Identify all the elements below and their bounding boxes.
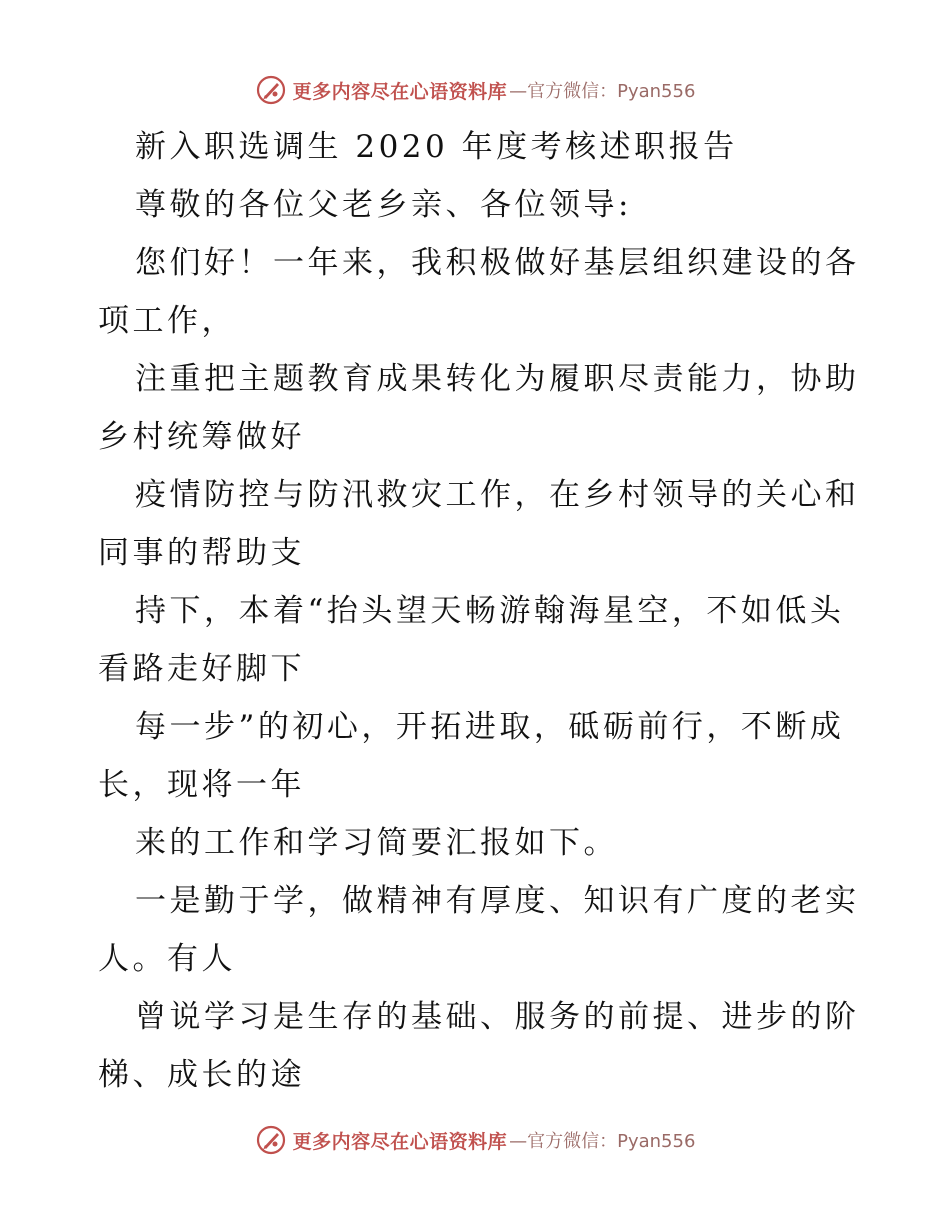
text-line: 梯、成长的途 <box>98 1057 305 1093</box>
text-line: 疫情防控与防汛救灾工作，在乡村领导的关心和 <box>135 477 860 513</box>
quill-pen-logo-icon <box>255 1124 287 1156</box>
banner-brand-text: 更多内容尽在心语资料库 <box>292 1130 508 1153</box>
banner-contact-text: —官方微信：Pyan556 <box>509 1131 696 1152</box>
text-line: 同事的帮助支 <box>98 535 305 571</box>
text-line: 乡村统筹做好 <box>98 419 305 455</box>
text-line: 每一步”的初心，开拓进取，砥砺前行，不断成 <box>135 709 845 745</box>
text-line: 看路走好脚下 <box>98 651 305 687</box>
text-line: 持下，本着“抬头望天畅游翰海星空，不如低头 <box>135 593 845 629</box>
text-line: 一是勤于学，做精神有厚度、知识有广度的老实 <box>135 883 860 919</box>
banner-brand-text: 更多内容尽在心语资料库 <box>292 80 508 103</box>
document-body <box>98 118 858 1104</box>
text-line: 注重把主题教育成果转化为履职尽责能力，协助 <box>135 361 860 397</box>
text-line: 来的工作和学习简要汇报如下。 <box>135 825 618 861</box>
text-line: 您们好！一年来，我积极做好基层组织建设的各 <box>135 245 860 281</box>
text-line: 曾说学习是生存的基础、服务的前提、进步的阶 <box>135 999 860 1035</box>
text-line: 项工作， <box>98 303 236 339</box>
footer-banner <box>0 1120 950 1160</box>
quill-pen-logo-icon <box>255 74 287 106</box>
banner-contact-text: —官方微信：Pyan556 <box>509 81 696 102</box>
header-banner <box>0 70 950 110</box>
text-line: 长，现将一年 <box>98 767 305 803</box>
text-line: 人。有人 <box>98 941 236 977</box>
salutation: 尊敬的各位父老乡亲、各位领导: <box>135 187 632 223</box>
document-title: 新入职选调生 2020 年度考核述职报告 <box>135 129 738 165</box>
